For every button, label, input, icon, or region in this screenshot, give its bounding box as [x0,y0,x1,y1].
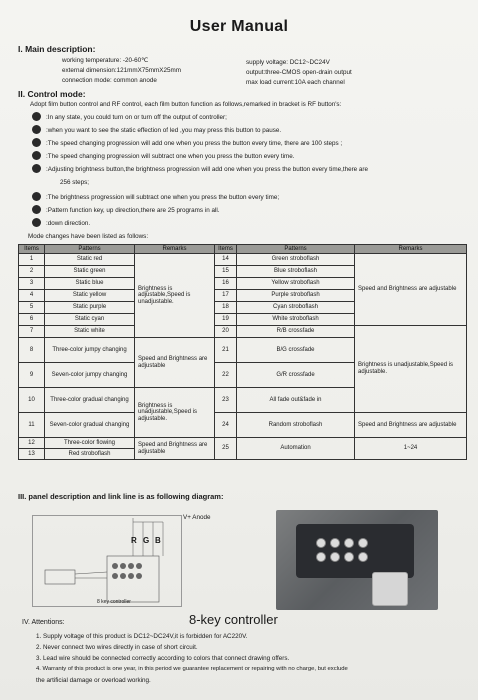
item-number: 2 [19,266,45,278]
pattern-name: R/B crossfade [237,326,355,338]
power-button-icon [32,112,41,121]
control-item-brightness-down: :The brightness progression will subtract one when you press the button every time; [46,194,280,201]
keypad-button-icon [316,538,326,548]
keypad-button-icon [316,552,326,562]
pattern-name: Three-color gradual changing [45,388,135,413]
pattern-name: Green stroboflash [237,254,355,266]
keypad-button-icon [344,552,354,562]
section-3-heading: III. panel description and link line is as following diagram: [18,492,224,501]
spec-voltage: supply voltage: DC12~DC24V [246,59,330,66]
pattern-name: G/R crossfade [237,363,355,388]
item-number: 18 [215,302,237,314]
header-items-left: Items [19,245,45,254]
item-number: 12 [19,438,45,449]
wiring-diagram-svg [33,516,183,608]
pattern-name: Blue stroboflash [237,266,355,278]
item-number: 19 [215,314,237,326]
item-number: 8 [19,338,45,363]
rgb-label-r: R [131,536,137,545]
control-item-speed-down: :The speed changing progression will subtract one when you press the button every time. [46,153,295,160]
mode-table [18,244,466,486]
keypad-button-icon [344,538,354,548]
pattern-name: Static cyan [45,314,135,326]
item-number: 11 [19,413,45,438]
item-number: 23 [215,388,237,413]
rgb-label-b: B [155,536,161,545]
item-number: 7 [19,326,45,338]
control-item-speed-up: :The speed changing progression will add one when you press the button every time, there are 100 steps ; [46,140,343,147]
pattern-name: Static white [45,326,135,338]
remark-cell: Brightness is unadjustable,Speed is adjustable. [135,388,215,438]
pattern-name: White stroboflash [237,314,355,326]
header-remarks-left: Remarks [135,245,215,254]
pattern-name: Static green [45,266,135,278]
item-number: 6 [19,314,45,326]
wiring-diagram [32,514,211,607]
control-item-pattern-up: :Pattern function key, up direction,there are 25 programs in all. [46,207,220,214]
pattern-name: Random stroboflash [237,413,355,438]
item-number: 3 [19,278,45,290]
spec-dimension: external dimension:121mmX75mmX25mm [62,67,181,74]
item-number: 5 [19,302,45,314]
pattern-name: Cyan stroboflash [237,302,355,314]
pattern-name: Automation [237,438,355,460]
pattern-name: Static blue [45,278,135,290]
attention-4: 4. Warranty of this product is one year, in this period we guarantee replacement or repairing with no charge, but exclude [36,666,348,672]
item-number: 17 [215,290,237,302]
header-items-right: Items [215,245,237,254]
pattern-name: Seven-color gradual changing [45,413,135,438]
header-patterns-right: Patterns [237,245,355,254]
attention-1: 1. Supply voltage of this product is DC12~DC24V,it is forbidden for AC220V. [36,633,248,640]
pattern-name: B/G crossfade [237,338,355,363]
pattern-name: Purple stroboflash [237,290,355,302]
remark-cell: Speed and Brightness are adjustable [135,338,215,388]
pattern-name: Three-color flowing [45,438,135,449]
pattern-name: Static red [45,254,135,266]
speed-up-button-icon [32,138,41,147]
pattern-name: All fade out&fade in [237,388,355,413]
keypad-button-icon [330,538,340,548]
item-number: 22 [215,363,237,388]
item-number: 14 [215,254,237,266]
item-number: 20 [215,326,237,338]
brightness-down-button-icon [32,192,41,201]
pause-button-icon [32,125,41,134]
item-number: 16 [215,278,237,290]
item-number: 25 [215,438,237,460]
controller-unit [296,524,414,578]
rgb-label-g: G [143,536,150,545]
pattern-name: Yellow stroboflash [237,278,355,290]
item-number: 9 [19,363,45,388]
header-patterns-left: Patterns [45,245,135,254]
remark-cell: Speed and Brightness are adjustable [355,254,467,326]
pattern-name: Red stroboflash [45,449,135,460]
speed-down-button-icon [32,151,41,160]
control-item-pattern-down: :down direction. [46,220,91,227]
item-number: 24 [215,413,237,438]
pattern-up-button-icon [32,205,41,214]
item-number: 13 [19,449,45,460]
brightness-up-button-icon [32,164,41,173]
keypad-label: 8 key controller [97,599,131,605]
controller-photo [276,510,438,610]
table-intro: Mode changes have been listed as follows: [28,233,149,240]
page-title: User Manual [189,18,289,35]
pattern-name: Static yellow [45,290,135,302]
section-4-heading: IV. Attentions: [22,619,65,626]
spec-connection: connection mode: common anode [62,77,157,84]
spec-current: max load current:10A each channel [246,79,345,86]
header-remarks-right: Remarks [355,245,467,254]
pattern-down-button-icon [32,218,41,227]
section-2-heading: II. Control mode: [18,89,86,99]
control-item-brightness-up: :Adjusting brightness button,the brightness progression will add one when you press the button every time,there are [46,166,369,173]
remark-cell: Brightness is adjustable,Speed is unadjustable. [135,254,215,338]
anode-label: V+ Anode [183,514,211,521]
keypad-button-icon [358,538,368,548]
pattern-name: Seven-color jumpy changing [45,363,135,388]
product-title: 8-key controller [189,612,278,627]
control-item-pause: :when you want to see the static effection of led ,you may press this button to pause. [46,127,282,134]
keypad-button-icon [330,552,340,562]
item-number: 15 [215,266,237,278]
spec-output: output:three-CMOS open-drain output [246,69,352,76]
attention-4-cont: the artificial damage or overload working. [36,677,151,684]
control-intro: Adopt film button control and RF control, each film button function as follows,remarked in bracket is RF button's: [30,101,342,108]
item-number: 4 [19,290,45,302]
control-item-brightness-steps: 256 steps; [60,179,90,186]
section-1-heading: I. Main description: [18,44,96,54]
remark-cell: Brightness is unadjustable,Speed is adjustable. [355,326,467,413]
attention-3: 3. Lead wire should be connected correctly according to colors that connect drawing offers. [36,655,290,662]
item-number: 1 [19,254,45,266]
item-number: 21 [215,338,237,363]
pattern-name: Static purple [45,302,135,314]
remark-cell: Speed and Brightness are adjustable [355,413,467,438]
spec-temperature: working temperature: -20-60℃ [62,57,149,64]
remote-control-icon [372,572,408,606]
keypad-button-icon [358,552,368,562]
control-item-power: :In any state, you could turn on or turn off the output of controller; [46,114,227,121]
pattern-name: Three-color jumpy changing [45,338,135,363]
attention-2: 2. Never connect two wires directly in case of short circuit. [36,644,198,651]
item-number: 10 [19,388,45,413]
remark-cell: 1~24 [355,438,467,460]
remark-cell: Speed and Brightness are adjustable [135,438,215,460]
